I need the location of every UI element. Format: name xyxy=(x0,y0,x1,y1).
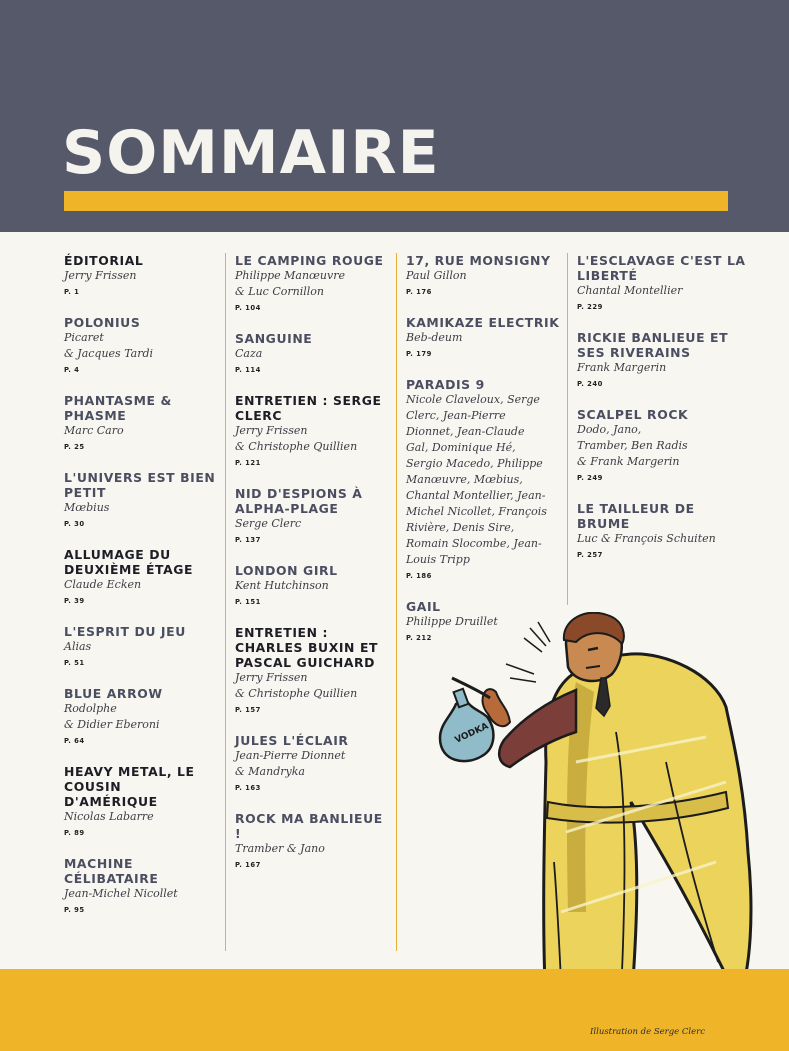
header-accent-bar xyxy=(64,191,728,211)
toc-entry-authors: Sergio Macedo, Philippe xyxy=(406,457,543,470)
toc-entry xyxy=(64,547,216,607)
toc-entry-authors: & Mandryka xyxy=(235,765,305,778)
toc-entry-authors: Rodolphe xyxy=(64,702,117,715)
toc-entry-title: JULES L'ÉCLAIR xyxy=(235,733,349,748)
toc-entry xyxy=(64,315,216,376)
toc-entry-title: HEAVY METAL, LE COUSIN D'AMÉRIQUE xyxy=(64,764,195,809)
toc-entry xyxy=(235,331,390,376)
toc-entry-page: P. 212 xyxy=(406,634,432,642)
column-divider xyxy=(225,253,226,951)
toc-column-3 xyxy=(406,253,564,661)
toc-entry-authors: Luc & François Schuiten xyxy=(577,532,716,545)
toc-entry xyxy=(235,733,390,794)
toc-entry-authors: Tramber & Jano xyxy=(235,842,325,855)
toc-entry-authors: Manœuvre, Mœbius, xyxy=(406,473,523,486)
toc-entry xyxy=(64,856,216,916)
toc-entry-page: P. 25 xyxy=(64,443,85,451)
toc-entry xyxy=(577,253,747,313)
toc-entry-authors: Nicole Claveloux, Serge xyxy=(406,393,540,406)
toc-entry-page: P. 137 xyxy=(235,536,261,544)
toc-entry-title: GAIL xyxy=(406,599,441,614)
toc-entry-authors: Picaret xyxy=(64,331,104,344)
toc-entry xyxy=(235,486,390,546)
toc-entry-title: LONDON GIRL xyxy=(235,563,338,578)
toc-entry xyxy=(577,330,747,390)
toc-entry-title: MACHINE CÉLIBATAIRE xyxy=(64,856,159,886)
toc-entry-title: PARADIS 9 xyxy=(406,377,485,392)
toc-entry-authors: Jean-Pierre Dionnet xyxy=(235,749,346,762)
toc-entry-authors: Kent Hutchinson xyxy=(235,579,329,592)
toc-entry xyxy=(235,625,390,716)
toc-entry xyxy=(64,470,216,530)
toc-entry-page: P. 39 xyxy=(64,597,85,605)
toc-entry-authors: Michel Nicollet, François xyxy=(406,505,547,518)
toc-entry-page: P. 240 xyxy=(577,380,603,388)
bottle-label: VODKA xyxy=(453,721,491,746)
toc-entry-page: P. 176 xyxy=(406,288,432,296)
toc-entry-authors: Paul Gillon xyxy=(406,269,467,282)
toc-entry-title: POLONIUS xyxy=(64,315,141,330)
toc-column-4 xyxy=(577,253,747,578)
toc-entry-authors: Serge Clerc xyxy=(235,517,302,530)
toc-entry-authors: Tramber, Ben Radis xyxy=(577,439,688,452)
toc-entry-title: ENTRETIEN : CHARLES BUXIN ET PASCAL GUICHARD xyxy=(235,625,379,670)
toc-entry-title: LE CAMPING ROUGE xyxy=(235,253,384,268)
toc-entry-page: P. 179 xyxy=(406,350,432,358)
toc-entry-authors: Jean-Michel Nicollet xyxy=(64,887,178,900)
toc-entry-authors: Rivière, Denis Sire, xyxy=(406,521,515,534)
toc-entry-page: P. 249 xyxy=(577,474,603,482)
toc-entry-page: P. 157 xyxy=(235,706,261,714)
toc-entry xyxy=(64,686,216,747)
toc-entry-authors: & Luc Cornillon xyxy=(235,285,324,298)
toc-entry-page: P. 167 xyxy=(235,861,261,869)
toc-entry-title: ÉDITORIAL xyxy=(64,253,144,268)
toc-entry xyxy=(577,501,747,561)
toc-entry xyxy=(577,407,747,484)
toc-entry xyxy=(406,253,564,298)
toc-entry-authors: Alias xyxy=(64,640,92,653)
column-divider xyxy=(567,253,568,605)
toc-entry-authors: Jerry Frissen xyxy=(235,671,308,684)
toc-entry-title: SANGUINE xyxy=(235,331,313,346)
toc-entry-authors: Romain Slocombe, Jean- xyxy=(406,537,542,550)
toc-entry xyxy=(235,563,390,608)
toc-entry-page: P. 30 xyxy=(64,520,85,528)
footer-band xyxy=(0,969,789,1051)
toc-entry-authors: Beb-deum xyxy=(406,331,463,344)
toc-entry-title: ALLUMAGE DU DEUXIÈME ÉTAGE xyxy=(64,547,194,577)
toc-entry xyxy=(406,377,564,582)
toc-entry-authors: Caza xyxy=(235,347,263,360)
toc-entry-page: P. 4 xyxy=(64,366,80,374)
toc-entry-page: P. 95 xyxy=(64,906,85,914)
toc-entry-title: RICKIE BANLIEUE ET SES RIVERAINS xyxy=(577,330,729,360)
toc-entry xyxy=(235,811,390,871)
toc-entry-page: P. 121 xyxy=(235,459,261,467)
toc-entry-authors: Chantal Montellier, Jean- xyxy=(406,489,546,502)
toc-entry-authors: Jerry Frissen xyxy=(64,269,137,282)
toc-entry-page: P. 257 xyxy=(577,551,603,559)
toc-entry-title: NID D'ESPIONS À ALPHA-PLAGE xyxy=(235,486,363,516)
toc-entry-page: P. 51 xyxy=(64,659,85,667)
toc-entry xyxy=(235,393,390,469)
toc-entry-authors: Frank Margerin xyxy=(577,361,667,374)
toc-entry-authors: Louis Tripp xyxy=(406,553,470,566)
toc-entry-title: ENTRETIEN : SERGE CLERC xyxy=(235,393,382,423)
toc-entry xyxy=(64,393,216,453)
toc-entry xyxy=(64,764,216,839)
motion-lines xyxy=(506,622,550,682)
toc-entry-title: BLUE ARROW xyxy=(64,686,163,701)
toc-entry-title: L'ESPRIT DU JEU xyxy=(64,624,186,639)
toc-column-2 xyxy=(235,253,390,888)
toc-entry-authors: Philippe Druillet xyxy=(406,615,498,628)
toc-entry-authors: Clerc, Jean-Pierre xyxy=(406,409,506,422)
toc-entry-page: P. 114 xyxy=(235,366,261,374)
toc-entry-page: P. 64 xyxy=(64,737,85,745)
illustration-credit: Illustration de Serge Clerc xyxy=(590,1027,705,1037)
toc-entry-authors: Dionnet, Jean-Claude xyxy=(406,425,525,438)
toc-entry-authors: Philippe Manœuvre xyxy=(235,269,345,282)
toc-entry-authors: Jerry Frissen xyxy=(235,424,308,437)
toc-entry-title: KAMIKAZE ELECTRIK xyxy=(406,315,560,330)
toc-entry-page: P. 163 xyxy=(235,784,261,792)
toc-entry-authors: & Didier Eberoni xyxy=(64,718,160,731)
toc-entry-title: 17, RUE MONSIGNY xyxy=(406,253,551,268)
toc-entry-authors: & Christophe Quillien xyxy=(235,440,358,453)
toc-entry-authors: Marc Caro xyxy=(64,424,124,437)
toc-entry-page: P. 1 xyxy=(64,288,80,296)
toc-entry xyxy=(64,624,216,669)
toc-entry-title: PHANTASME & PHASME xyxy=(64,393,172,423)
header-band xyxy=(0,0,789,232)
page-title: SOMMAIRE xyxy=(62,118,440,188)
toc-entry-authors: Dodo, Jano, xyxy=(577,423,642,436)
toc-entry-authors: Claude Ecken xyxy=(64,578,142,591)
toc-entry xyxy=(64,253,216,298)
toc-entry-page: P. 229 xyxy=(577,303,603,311)
toc-entry-authors: Chantal Montellier xyxy=(577,284,683,297)
toc-entry-title: LE TAILLEUR DE BRUME xyxy=(577,501,695,531)
toc-entry-title: L'UNIVERS EST BIEN PETIT xyxy=(64,470,216,500)
column-divider xyxy=(396,253,397,951)
toc-entry-page: P. 186 xyxy=(406,572,432,580)
toc-entry-title: SCALPEL ROCK xyxy=(577,407,689,422)
toc-entry xyxy=(406,315,564,360)
toc-entry-page: P. 89 xyxy=(64,829,85,837)
toc-entry-authors: Nicolas Labarre xyxy=(64,810,154,823)
toc-entry-authors: & Christophe Quillien xyxy=(235,687,358,700)
toc-column-1 xyxy=(64,253,216,933)
toc-entry-page: P. 104 xyxy=(235,304,261,312)
toc-entry-page: P. 151 xyxy=(235,598,261,606)
toc-entry-title: ROCK MA BANLIEUE ! xyxy=(235,811,383,841)
toc-entry-authors: & Frank Margerin xyxy=(577,455,680,468)
toc-entry-authors: Gal, Dominique Hé, xyxy=(406,441,516,454)
toc-entry xyxy=(235,253,390,314)
toc-entry-title: L'ESCLAVAGE C'EST LA LIBERTÉ xyxy=(577,253,746,283)
toc-entry-authors: & Jacques Tardi xyxy=(64,347,154,360)
toc-entry-authors: Mœbius xyxy=(64,501,110,514)
